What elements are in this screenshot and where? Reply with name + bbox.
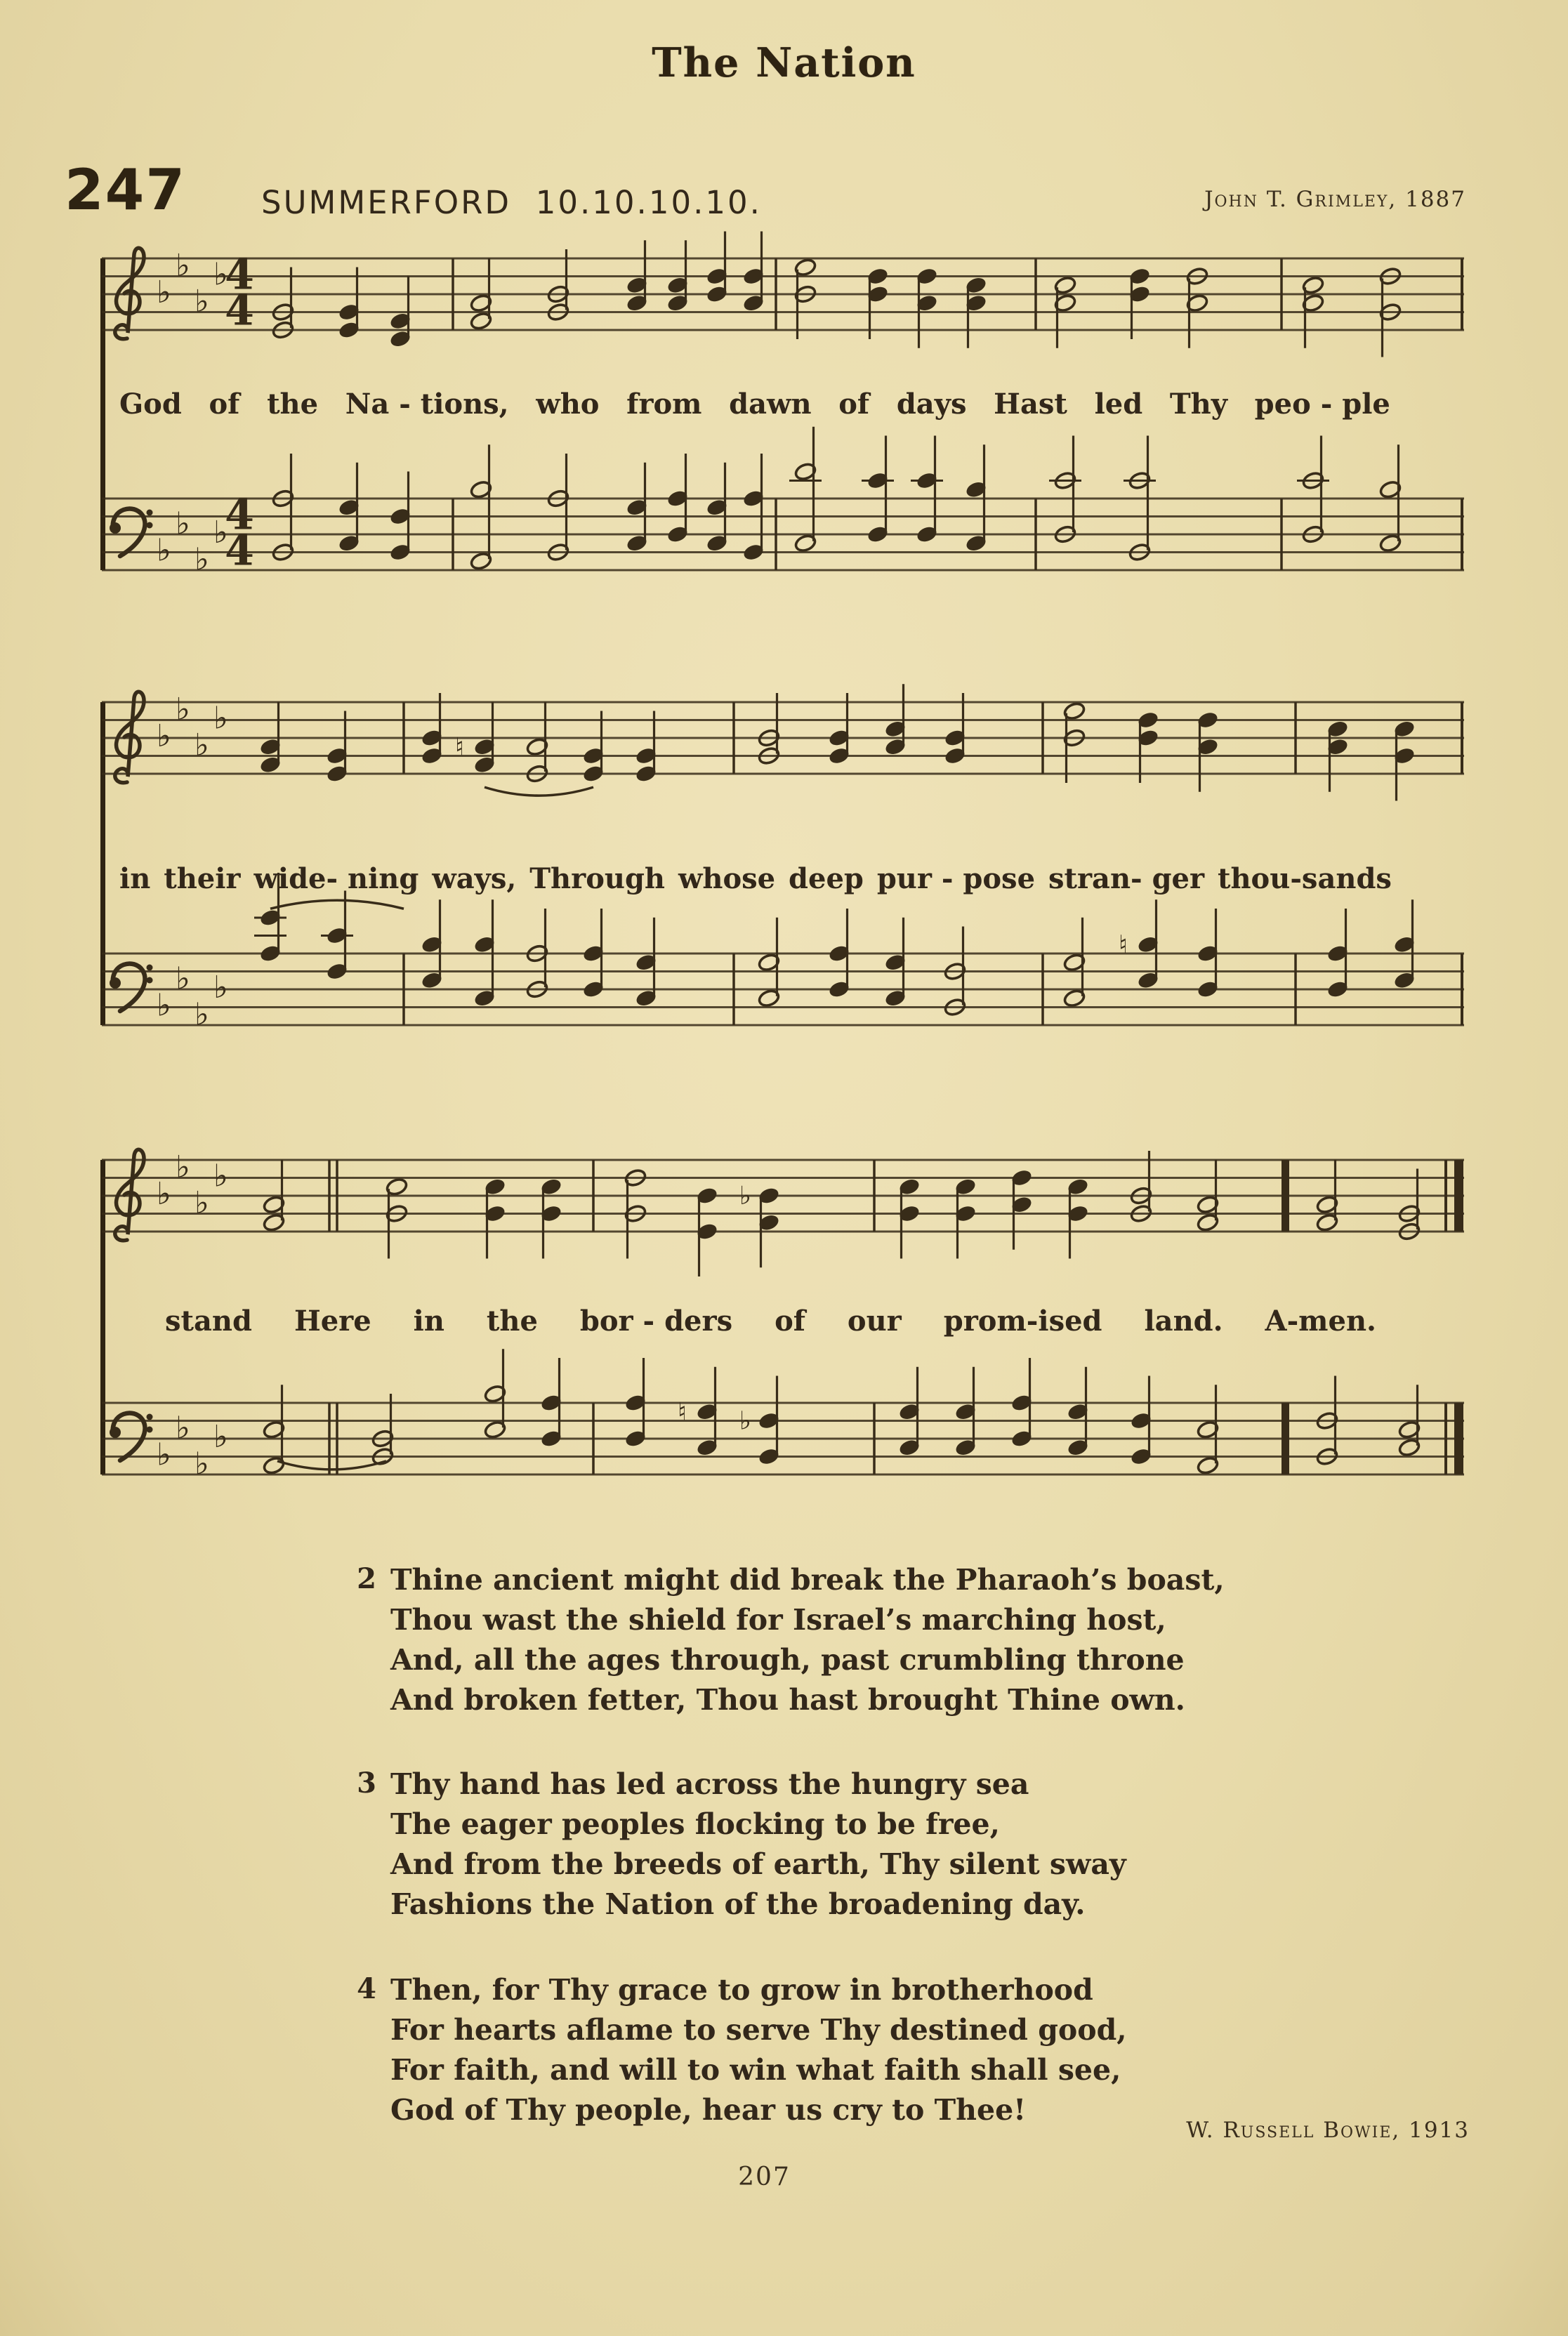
lyric-word: the	[267, 388, 319, 421]
lyric-word: bor - ders	[579, 1305, 733, 1338]
verse-line: Fashions the Nation of the broadening day.	[390, 1887, 1086, 1921]
verse-number: 3	[357, 1767, 376, 1800]
quarter-note-chord	[1129, 1376, 1152, 1467]
half-note-chord	[1185, 266, 1208, 348]
flat-sign-icon: ♭	[213, 256, 228, 293]
lyric-word: the	[486, 1305, 538, 1338]
quarter-note-chord	[325, 711, 348, 784]
quarter-note-chord	[1136, 710, 1159, 783]
lyric-word: their	[164, 862, 241, 895]
time-signature-4: 4	[225, 250, 254, 300]
quarter-note-chord	[911, 436, 943, 545]
lyric-word: Here	[294, 1305, 371, 1338]
quarter-note-chord	[943, 693, 966, 766]
quarter-note-chord	[695, 1186, 718, 1276]
lyric-word: land.	[1144, 1305, 1223, 1338]
lyric-word: stran- ger	[1048, 862, 1205, 895]
quarter-note-chord	[1326, 909, 1349, 999]
flat-sign-icon: ♭	[195, 283, 209, 319]
half-note-chord	[1062, 701, 1086, 783]
flat-sign-icon: ♭	[157, 987, 171, 1024]
lyric-line-2	[119, 862, 1392, 895]
quarter-note-chord	[1196, 909, 1219, 999]
verse-text	[390, 1560, 1225, 1720]
lyric-word: of	[838, 388, 870, 421]
quarter-note-chord	[954, 1367, 977, 1458]
quarter-note-chord	[862, 436, 894, 545]
quarter-note-chord	[866, 266, 889, 339]
quarter-note-chord	[321, 891, 353, 982]
verse-4	[351, 1970, 1127, 2130]
half-note-chord	[525, 702, 548, 784]
flat-sign-icon: ♭	[195, 1185, 209, 1221]
quarter-note-chord	[634, 918, 657, 1008]
verse-line: Thine ancient might did break the Pharaoh’s boast,	[390, 1563, 1225, 1597]
flat-sign-icon: ♭	[195, 727, 209, 763]
lyric-word: Na - tions,	[345, 388, 509, 421]
quarter-note-chord	[539, 1177, 562, 1258]
quarter-note-chord	[915, 266, 938, 348]
half-note-chord	[385, 1177, 408, 1258]
system-6-bass	[102, 1319, 1464, 1543]
system-2-bass	[102, 414, 1464, 639]
quarter-note-chord	[666, 454, 689, 544]
slur	[485, 787, 593, 796]
lyric-word: prom-ised	[943, 1305, 1102, 1338]
system-5-treble	[102, 1076, 1464, 1300]
verse-line: Then, for Thy grace to grow in brotherhood	[390, 1973, 1093, 2007]
lyric-word: wide- ning	[253, 862, 419, 895]
flat-sign-icon: ♭	[195, 541, 209, 578]
tune-meter: 10.10.10.10.	[535, 184, 762, 221]
quarter-note-chord	[897, 1177, 921, 1258]
lyric-word: our	[847, 1305, 902, 1338]
verse-line: The eager peoples flocking to be free,	[390, 1807, 1000, 1841]
lyric-word: days	[896, 388, 967, 421]
natural-sign-icon: ♮	[678, 1397, 687, 1427]
natural-sign-icon: ♮	[1119, 930, 1128, 960]
flat-sign-icon: ♭	[213, 1419, 228, 1455]
half-note-chord	[271, 454, 294, 562]
lyric-word: in	[119, 862, 151, 895]
verse-line: And from the breeds of earth, Thy silent sway	[390, 1847, 1126, 1881]
flat-sign-icon: ♭	[157, 718, 171, 754]
lyric-word: dawn	[729, 388, 812, 421]
lyric-word: of	[209, 388, 240, 421]
system-3-treble	[102, 618, 1464, 843]
verse-line: And broken fetter, Thou hast brought Thine own.	[390, 1683, 1185, 1717]
flat-sign-icon: ♭	[176, 506, 190, 542]
quarter-note-chord	[1010, 1168, 1033, 1249]
half-note-chord	[1297, 436, 1329, 545]
half-note-chord	[546, 454, 569, 562]
quarter-note-chord	[337, 463, 360, 553]
slur	[277, 1461, 386, 1470]
flat-sign-icon: ♭	[157, 532, 171, 569]
lyric-line-3	[165, 1305, 1376, 1338]
flat-sign-icon: ♭	[157, 1437, 171, 1473]
verse-line: For faith, and will to win what faith shall see,	[390, 2053, 1121, 2087]
half-note-chord	[483, 1349, 506, 1439]
flat-sign-icon: ♭	[213, 700, 228, 737]
lyric-line-1	[119, 388, 1390, 421]
flat-sign-icon: ♭	[176, 247, 190, 284]
quarter-note-chord	[1119, 899, 1160, 990]
quarter-note-chord	[581, 711, 605, 784]
quarter-note-chord	[827, 909, 850, 999]
quarter-note-chord	[742, 232, 765, 313]
half-note-chord	[262, 1385, 285, 1475]
page-number: 207	[738, 2163, 791, 2191]
quarter-note-chord	[624, 1358, 647, 1449]
verse-number: 4	[357, 1972, 376, 2005]
verse-line: And, all the ages through, past crumbling throne	[390, 1643, 1185, 1677]
flat-sign-icon: ♭	[176, 691, 190, 727]
quarter-note-chord	[388, 472, 411, 562]
quarter-note-chord	[483, 1177, 506, 1258]
quarter-note-chord	[742, 454, 765, 562]
slur	[270, 900, 404, 909]
lyric-word: Thy	[1169, 388, 1227, 421]
lyric-word: led	[1094, 388, 1143, 421]
half-note-chord	[793, 258, 817, 339]
quarter-note-chord	[739, 1376, 781, 1467]
flat-sign-icon: ♭	[213, 970, 228, 1005]
hymn-number: 247	[65, 157, 186, 223]
quarter-note-chord	[337, 268, 360, 341]
quarter-note-chord	[705, 232, 728, 305]
quarter-note-chord	[1392, 899, 1416, 990]
flat-sign-icon: ♭	[176, 1410, 190, 1446]
author-credit: W. Russell Bowie, 1913	[1186, 2118, 1470, 2143]
verse-line: God of Thy people, hear us cry to Thee!	[390, 2093, 1027, 2127]
quarter-note-chord	[705, 463, 728, 553]
verse-line: For hearts aflame to serve Thy destined good,	[390, 2013, 1127, 2047]
half-note-chord	[1196, 1385, 1219, 1475]
half-note-chord	[1062, 918, 1086, 1008]
half-note-chord	[757, 918, 780, 1008]
lyric-word: whose	[678, 862, 776, 895]
quarter-note-chord	[827, 693, 850, 766]
time-signature-4: 4	[225, 490, 254, 540]
quarter-note-chord	[539, 1358, 562, 1449]
flat-sign-icon: ♭	[213, 1158, 228, 1194]
system-4-bass	[102, 869, 1464, 1094]
lyric-word: pur - pose	[876, 862, 1036, 895]
verse-text	[390, 1764, 1126, 1925]
tune-name: SUMMERFORD	[261, 184, 512, 221]
lyric-word: God	[119, 388, 182, 421]
verse-3	[351, 1764, 1126, 1925]
flat-sign-icon: ♭	[739, 1182, 751, 1210]
verse-line: Thou wast the shield for Israel’s marching host,	[390, 1603, 1166, 1637]
lyric-word: in	[413, 1305, 444, 1338]
flat-sign-icon: ♭	[213, 515, 228, 550]
quarter-note-chord	[897, 1367, 921, 1458]
quarter-note-chord	[581, 909, 605, 999]
quarter-note-chord	[739, 1182, 781, 1267]
section-title: The Nation	[652, 39, 916, 86]
lyric-word: Hast	[994, 388, 1067, 421]
flat-sign-icon: ♭	[739, 1406, 751, 1436]
flat-sign-icon: ♭	[176, 961, 190, 997]
verse-2	[351, 1560, 1225, 1720]
flat-sign-icon: ♭	[195, 1446, 209, 1482]
system-1-treble	[102, 174, 1464, 399]
quarter-note-chord	[420, 899, 443, 990]
quarter-note-chord	[625, 463, 648, 553]
lyric-word: of	[775, 1305, 805, 1338]
quarter-note-chord	[1392, 719, 1416, 800]
verse-text	[390, 1970, 1127, 2130]
lyric-word: stand	[165, 1305, 252, 1338]
lyric-word: who	[536, 388, 600, 421]
lyric-word: thou-sands	[1218, 862, 1392, 895]
quarter-note-chord	[1010, 1358, 1033, 1449]
quarter-note-chord	[1128, 266, 1151, 339]
quarter-note-chord	[883, 918, 907, 1008]
time-signature-4: 4	[225, 526, 254, 576]
verse-number: 2	[357, 1562, 376, 1595]
composer-credit: John T. Grimley, 1887	[1204, 187, 1466, 212]
flat-sign-icon: ♭	[195, 996, 209, 1033]
flat-sign-icon: ♭	[176, 1149, 190, 1185]
quarter-note-chord	[1066, 1367, 1089, 1458]
flat-sign-icon: ♭	[157, 1176, 171, 1212]
flat-sign-icon: ♭	[157, 275, 171, 310]
time-signature-4: 4	[225, 286, 254, 336]
lyric-word: peo - ple	[1254, 388, 1390, 421]
natural-sign-icon: ♮	[455, 732, 464, 762]
quarter-note-chord	[634, 711, 657, 784]
quarter-note-chord	[1066, 1177, 1089, 1258]
half-note-chord	[1049, 436, 1081, 545]
quarter-note-chord	[420, 693, 443, 766]
lyric-word: A-men.	[1265, 1305, 1376, 1338]
verse-line: Thy hand has led across the hungry sea	[390, 1767, 1029, 1801]
lyric-word: deep	[789, 862, 864, 895]
quarter-note-chord	[954, 1177, 977, 1258]
lyric-word: ways,	[432, 862, 517, 895]
lyric-word: Through	[529, 862, 665, 895]
quarter-note-chord	[678, 1367, 719, 1458]
lyric-word: from	[626, 388, 702, 421]
quarter-note-chord	[1196, 710, 1219, 791]
